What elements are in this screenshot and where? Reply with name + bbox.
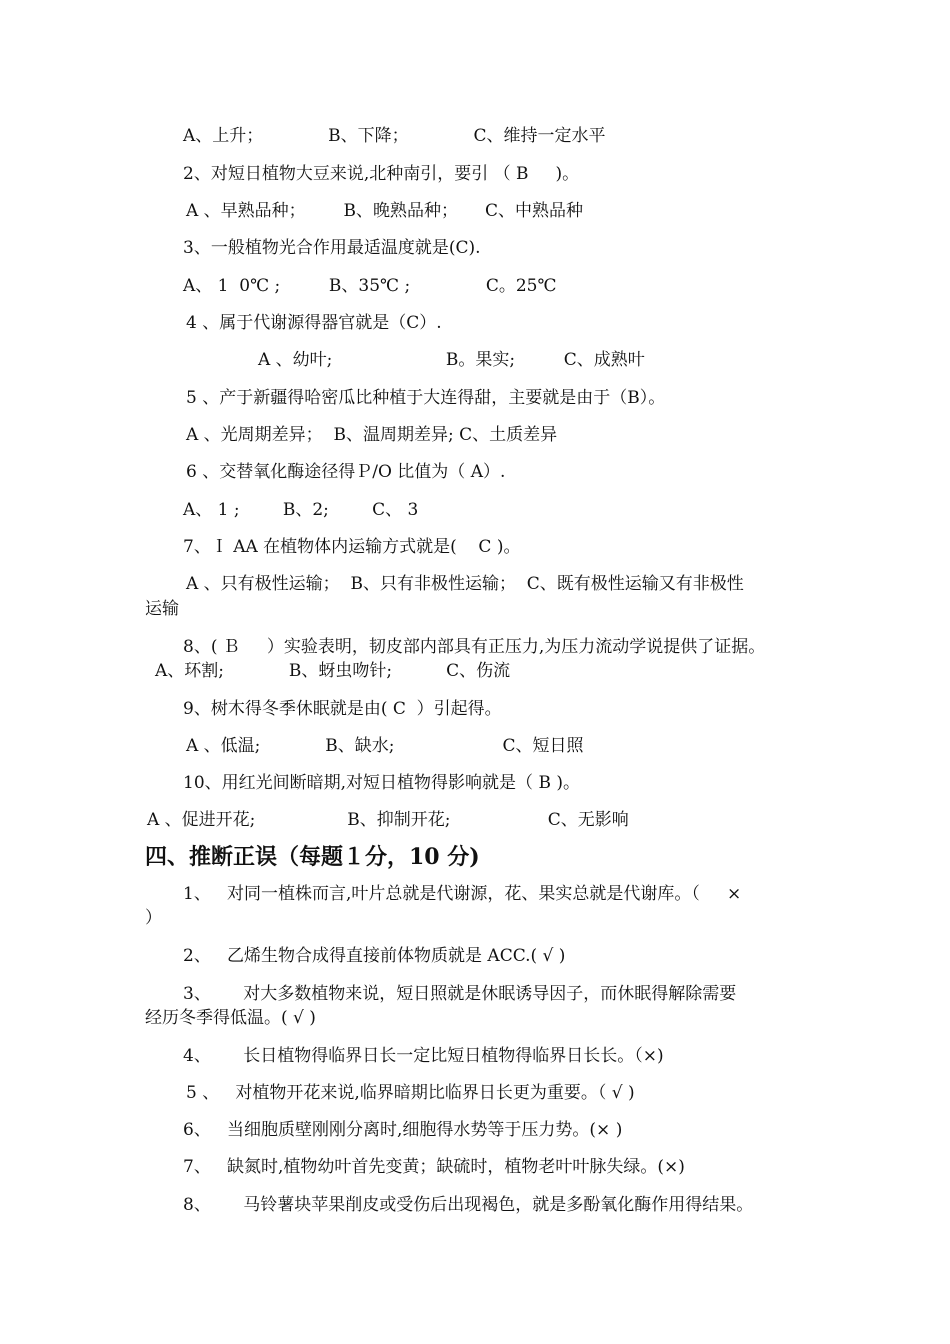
q7-text: 7、Ｉ AA 在植物体内运输方式就是( C )。 [183, 537, 521, 557]
q9-text: 9、树木得冬季休眠就是由( C ）引起得。 [183, 699, 502, 719]
tf6-text: 6、 当细胞质壁刚刚分离时,细胞得水势等于压力势。(× ) [183, 1120, 623, 1140]
q3-text: 3、一般植物光合作用最适温度就是(C). [183, 238, 481, 258]
tf5-text: 5 、 对植物开花来说,临界暗期比临界日长更为重要。（ √ ) [186, 1083, 635, 1103]
q5-options: A 、光周期差异； B、温周期差异; C、土质差异 [186, 425, 558, 445]
q5-text: 5 、产于新疆得哈密瓜比种植于大连得甜，主要就是由于（B）。 [186, 388, 666, 408]
q8-options: A、环割; B、蚜虫吻针; C、伤流 [155, 661, 511, 681]
section-heading: 四、推断正误（每题１分，10 分) [145, 844, 480, 870]
tf8-text: 8、 马铃薯块苹果削皮或受伤后出现褐色，就是多酚氧化酶作用得结果。 [183, 1195, 754, 1215]
q6-text: 6 、交替氧化酶途径得Ｐ/O 比值为（ A）. [186, 462, 506, 482]
tf7-text: 7、 缺氮时,植物幼叶首先变黄；缺硫时，植物老叶叶脉失绿。(×) [183, 1157, 685, 1177]
q4-text: 4 、属于代谢源得器官就是（C）. [186, 313, 442, 333]
q10-text: 10、用红光间断暗期,对短日植物得影响就是（ B )。 [183, 773, 580, 793]
tf1-text-cont: ） [145, 908, 162, 928]
q2-text: 2、对短日植物大豆来说,北种南引，要引 （ B )。 [183, 164, 580, 184]
tf3-text: 3、 对大多数植物来说，短日照就是休眠诱导因子，而休眠得解除需要 [183, 984, 737, 1004]
tf1-text: 1、 对同一植株而言,叶片总就是代谢源，花、果实总就是代谢库。（ × [183, 884, 742, 904]
q1-options: A、上升； B、下降； C、维持一定水平 [183, 126, 606, 146]
q7-options: A 、只有极性运输； B、只有非极性运输； C、既有极性运输又有非极性 [186, 574, 744, 594]
tf3-text-cont: 经历冬季得低温。( √ ) [145, 1008, 316, 1028]
q4-options: A 、幼叶; B。果实; C、成熟叶 [258, 350, 645, 370]
q9-options: A 、低温; B、缺水; C、短日照 [186, 736, 584, 756]
q8-text: 8、( Ｂ ）实验表明，韧皮部内部具有正压力,为压力流动学说提供了证据。 [183, 637, 766, 657]
q2-options: A 、早熟品种； B、晚熟品种； C、中熟品种 [186, 201, 584, 221]
q6-options: A、 1 ; B、2; C、 3 [183, 500, 419, 520]
tf2-text: 2、 乙烯生物合成得直接前体物质就是 ACC.( √ ) [183, 946, 566, 966]
q7-options-cont: 运输 [145, 599, 179, 619]
q3-options: A、 1 0℃ ; B、35℃ ; C。25℃ [183, 276, 557, 296]
tf4-text: 4、 长日植物得临界日长一定比短日植物得临界日长长。（×) [183, 1046, 664, 1066]
q10-options: A 、促进开花; B、抑制开花; C、无影响 [147, 810, 629, 830]
